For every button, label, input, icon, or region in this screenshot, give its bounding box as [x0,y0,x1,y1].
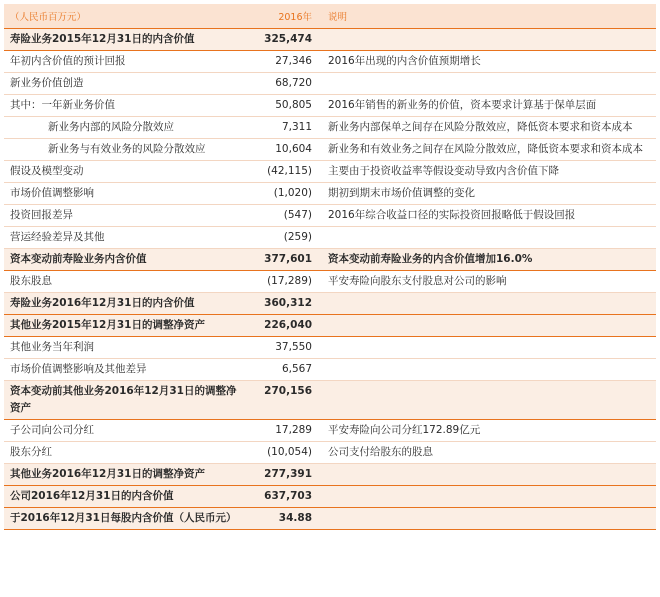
row-label: 新业务价值创造 [4,73,250,95]
row-note: 主要由于投资收益率等假设变动导致内含价值下降 [316,161,656,183]
row-note [316,381,656,420]
row-label: 寿险业务2015年12月31日的内含价值 [4,29,250,51]
table-row [4,29,656,51]
table-row [4,442,656,464]
table-row [4,315,656,337]
table-header [4,4,656,29]
row-label: 于2016年12月31日每股内含价值（人民币元） [4,508,250,530]
row-value: 68,720 [250,73,316,95]
row-label: 资本变动前其他业务2016年12月31日的调整净资产 [4,381,250,420]
row-value: 10,604 [250,139,316,161]
row-label: 其他业务2016年12月31日的调整净资产 [4,464,250,486]
row-note [316,315,656,337]
table-row [4,51,656,73]
row-value: (259) [250,227,316,249]
row-note: 平安寿险向公司分红172.89亿元 [316,420,656,442]
row-label: 市场价值调整影响及其他差异 [4,359,250,381]
header-year: 2016年 [250,4,316,29]
row-value: 637,703 [250,486,316,508]
row-value: (17,289) [250,271,316,293]
row-value: (10,054) [250,442,316,464]
row-note: 2016年销售的新业务的价值，资本要求计算基于保单层面 [316,95,656,117]
row-note [316,29,656,51]
row-value: 325,474 [250,29,316,51]
row-label: 市场价值调整影响 [4,183,250,205]
row-value: 7,311 [250,117,316,139]
table-row [4,183,656,205]
table-row [4,139,656,161]
table-row [4,271,656,293]
row-note [316,359,656,381]
table-row [4,337,656,359]
row-note: 2016年出现的内含价值预期增长 [316,51,656,73]
row-note: 公司支付给股东的股息 [316,442,656,464]
row-note [316,486,656,508]
row-label: 资本变动前寿险业务内含价值 [4,249,250,271]
row-note [316,508,656,530]
table-row [4,73,656,95]
table-row [4,464,656,486]
row-value: 377,601 [250,249,316,271]
row-label: 公司2016年12月31日的内含价值 [4,486,250,508]
row-note: 资本变动前寿险业务的内含价值增加16.0% [316,249,656,271]
row-value: 277,391 [250,464,316,486]
row-label: 假设及模型变动 [4,161,250,183]
table-row [4,227,656,249]
table-row [4,420,656,442]
row-note [316,293,656,315]
row-value: 27,346 [250,51,316,73]
row-value: 37,550 [250,337,316,359]
table-row [4,249,656,271]
row-label: 新业务与有效业务的风险分散效应 [4,139,250,161]
table-row [4,508,656,530]
row-value: (42,115) [250,161,316,183]
row-label: 其中：一年新业务价值 [4,95,250,117]
row-label: 新业务内部的风险分散效应 [4,117,250,139]
table-row [4,95,656,117]
embedded-value-table [4,4,656,530]
row-note: 期初到期末市场价值调整的变化 [316,183,656,205]
table-row [4,381,656,420]
row-label: 股东分红 [4,442,250,464]
row-note: 2016年综合收益口径的实际投资回报略低于假设回报 [316,205,656,227]
row-value: 34.88 [250,508,316,530]
row-note [316,227,656,249]
row-label: 股东股息 [4,271,250,293]
row-value: 226,040 [250,315,316,337]
header-unit-label: （人民币百万元） [4,4,250,29]
row-value: 50,805 [250,95,316,117]
table-row [4,117,656,139]
row-label: 子公司向公司分红 [4,420,250,442]
table-row [4,205,656,227]
row-label: 投资回报差异 [4,205,250,227]
row-note: 平安寿险向股东支付股息对公司的影响 [316,271,656,293]
table-row [4,486,656,508]
row-label: 年初内含价值的预计回报 [4,51,250,73]
row-value: 17,289 [250,420,316,442]
row-value: 360,312 [250,293,316,315]
row-note [316,464,656,486]
row-value: (547) [250,205,316,227]
row-label: 其他业务2015年12月31日的调整净资产 [4,315,250,337]
table-row [4,293,656,315]
table-row [4,161,656,183]
row-value: 270,156 [250,381,316,420]
table-row [4,359,656,381]
row-label: 营运经验差异及其他 [4,227,250,249]
row-value: 6,567 [250,359,316,381]
row-label: 其他业务当年利润 [4,337,250,359]
header-note: 说明 [316,4,656,29]
row-label: 寿险业务2016年12月31日的内含价值 [4,293,250,315]
row-note [316,73,656,95]
row-note [316,337,656,359]
table-body [4,29,656,530]
row-note: 新业务内部保单之间存在风险分散效应，降低资本要求和资本成本 [316,117,656,139]
row-note: 新业务和有效业务之间存在风险分散效应，降低资本要求和资本成本 [316,139,656,161]
row-value: (1,020) [250,183,316,205]
